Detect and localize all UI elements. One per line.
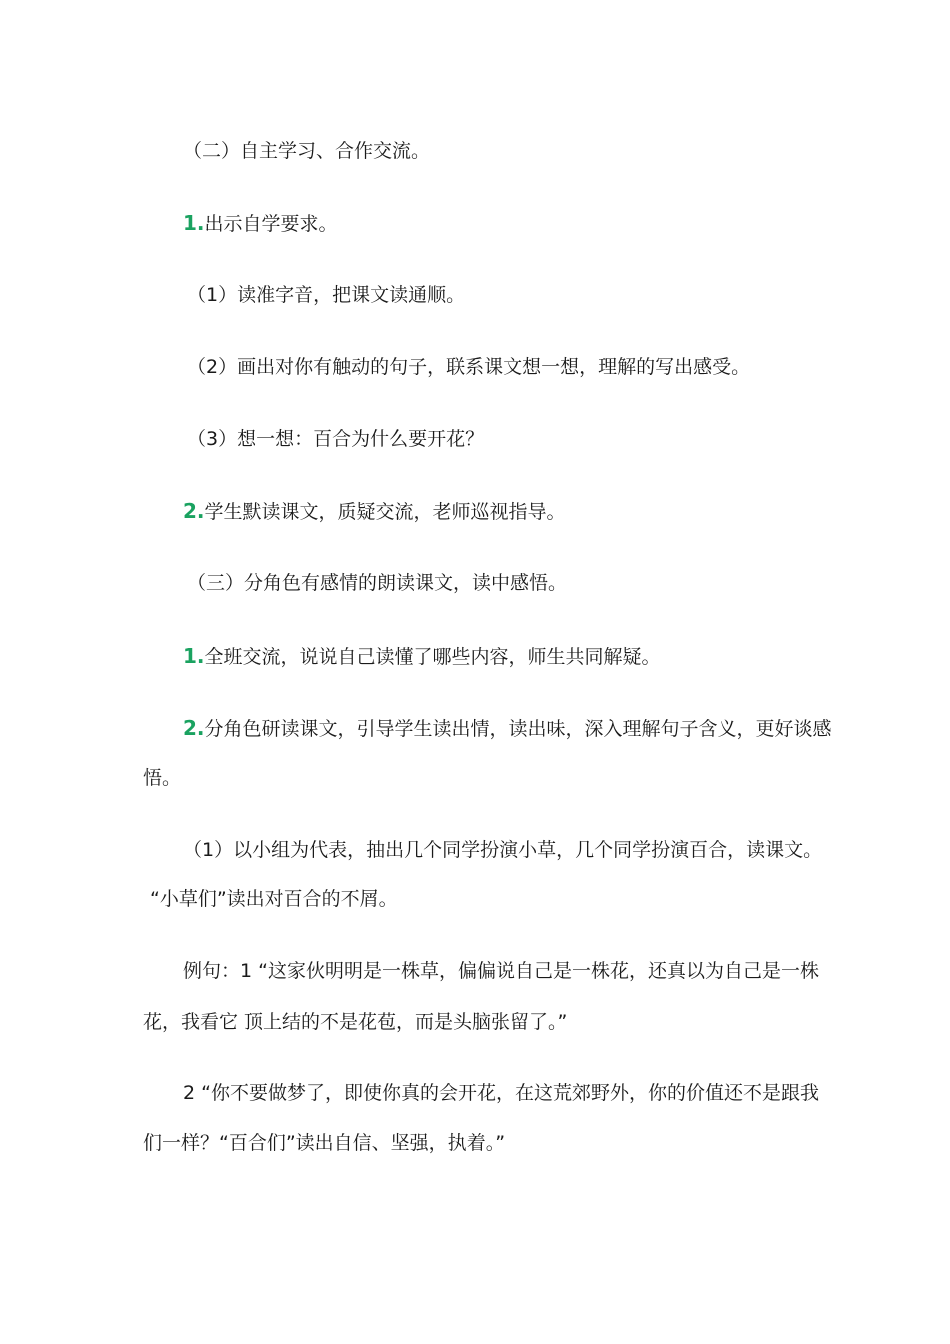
paragraph-1-line-1: （1）以小组为代表，抽出几个同学扮演小草，几个同学扮演百合，读课文。 bbox=[183, 839, 823, 861]
list-item-2-2 bbox=[183, 498, 566, 525]
list-item-3-2-continuation: 悟。 bbox=[143, 767, 182, 789]
example-1-line-1: 例句：1 “这家伙明明是一株草，偏偏说自己是一株花，还真以为自己是一株 bbox=[183, 960, 819, 982]
item-text: 分角色研读课文，引导学生读出情，读出味，深入理解句子含义，更好谈感 bbox=[204, 718, 832, 740]
section-heading-3: （三）分角色有感情的朗读课文，读中感悟。 bbox=[187, 572, 568, 594]
section-heading-2: （二）自主学习、合作交流。 bbox=[183, 140, 431, 162]
item-number: 1. bbox=[183, 211, 205, 235]
list-item-3-1 bbox=[183, 643, 661, 670]
item-number: 2. bbox=[183, 716, 205, 740]
item-number: 1. bbox=[183, 644, 205, 668]
sub-item-3: （3）想一想：百合为什么要开花？ bbox=[187, 428, 485, 450]
list-item-2-1 bbox=[183, 210, 338, 237]
list-item-3-2 bbox=[183, 715, 832, 742]
sub-item-2: （2）画出对你有触动的句子，联系课文想一想，理解的写出感受。 bbox=[187, 356, 751, 378]
item-number: 2. bbox=[183, 499, 205, 523]
sub-item-1: （1）读准字音，把课文读通顺。 bbox=[187, 284, 466, 306]
example-1-line-2: 花，我看它 顶上结的不是花苞，而是头脑张留了。” bbox=[143, 1011, 568, 1033]
item-text: 全班交流，说说自己读懂了哪些内容，师生共同解疑。 bbox=[204, 646, 661, 668]
paragraph-1-line-2: “小草们”读出对百合的不屑。 bbox=[150, 888, 398, 910]
example-2-line-1: 2 “你不要做梦了，即使你真的会开花，在这荒郊野外，你的价值还不是跟我 bbox=[183, 1082, 819, 1104]
item-text: 学生默读课文，质疑交流，老师巡视指导。 bbox=[204, 501, 566, 523]
example-2-line-2: 们一样？“百合们”读出自信、坚强，执着。” bbox=[143, 1132, 506, 1154]
item-text: 出示自学要求。 bbox=[204, 213, 338, 235]
